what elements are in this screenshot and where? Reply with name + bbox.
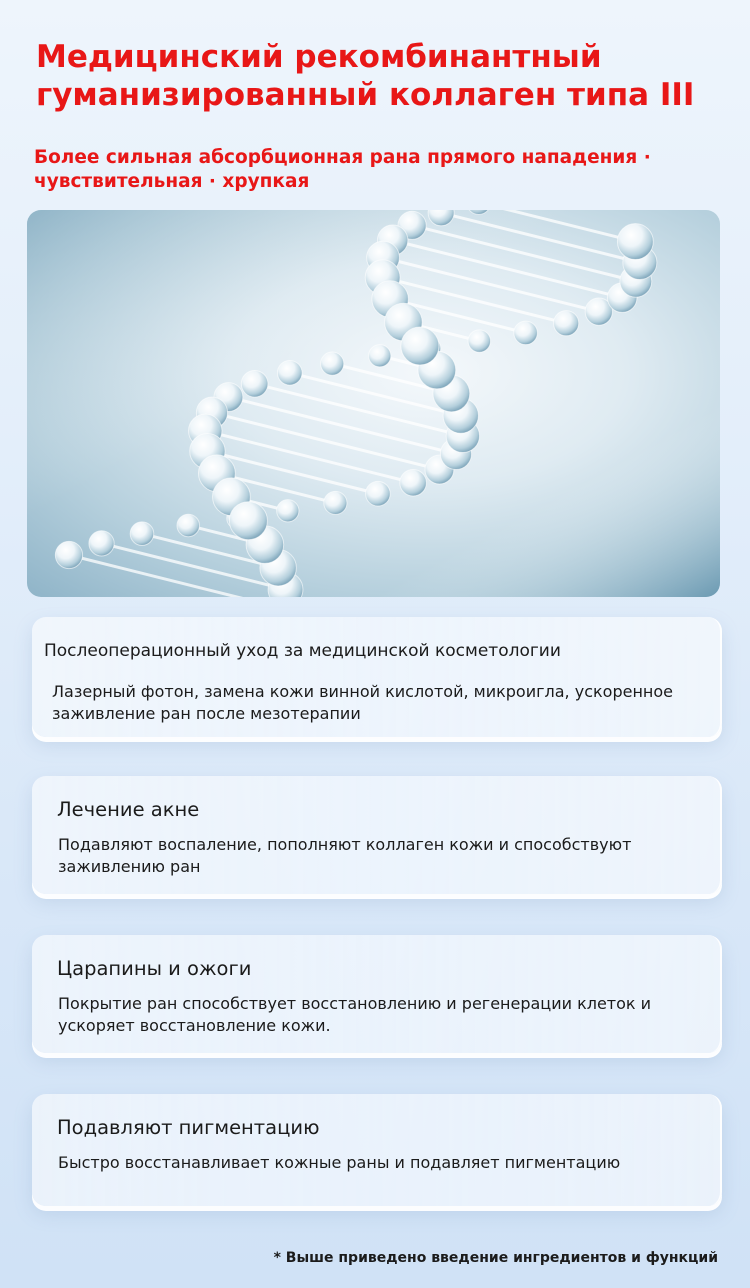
dna-bead xyxy=(369,345,391,367)
feature-card-acne xyxy=(32,776,722,894)
dna-bead xyxy=(130,522,154,546)
dna-bead xyxy=(617,224,653,260)
card-heading: Послеоперационный уход за медицинской косметологии xyxy=(44,641,561,661)
dna-bead xyxy=(229,502,267,540)
feature-card-scratches-burns xyxy=(32,935,722,1053)
dna-bead xyxy=(401,327,439,365)
dna-bead xyxy=(514,321,538,345)
card-body: Лазерный фотон, замена кожи винной кислотой, микроигла, ускоренное заживление ран после мезотерапии xyxy=(52,682,673,723)
dna-bead xyxy=(241,370,268,397)
dna-hero-image xyxy=(27,210,720,597)
card-heading: Подавляют пигментацию xyxy=(57,1116,320,1139)
dna-helix-icon xyxy=(27,210,720,597)
card-heading: Лечение акне xyxy=(57,798,200,821)
dna-bead xyxy=(324,491,347,514)
card-body: Покрытие ран способствует восстановлению и регенерации клеток и ускоряет восстановление кожи. xyxy=(58,994,652,1035)
dna-bead xyxy=(400,469,427,496)
page-subtitle: Более сильная абсорбционная рана прямого нападения · чувствительная · хрупкая xyxy=(34,147,651,192)
feature-card-postoperative xyxy=(32,617,722,737)
dna-bead xyxy=(277,360,302,385)
dna-bead xyxy=(321,352,344,375)
feature-card-pigmentation xyxy=(32,1094,722,1206)
card-body: Быстро восстанавливает кожные раны и подавляет пигментацию xyxy=(58,1153,621,1172)
card-body: Подавляют воспаление, пополняют коллаген кожи и способствуют заживлению ран xyxy=(58,835,632,876)
footnote: * Выше приведено введение ингредиентов и функций xyxy=(273,1250,718,1266)
card-heading: Царапины и ожоги xyxy=(57,957,252,980)
dna-bead xyxy=(468,330,490,352)
dna-bead xyxy=(277,500,299,522)
dna-bead xyxy=(366,481,391,506)
page-title: Медицинский рекомбинантный гуманизированный коллаген типа III xyxy=(36,39,695,113)
dna-bead xyxy=(177,514,199,536)
dna-bead xyxy=(554,311,579,336)
dna-bead xyxy=(55,541,82,568)
dna-bead xyxy=(89,531,114,556)
